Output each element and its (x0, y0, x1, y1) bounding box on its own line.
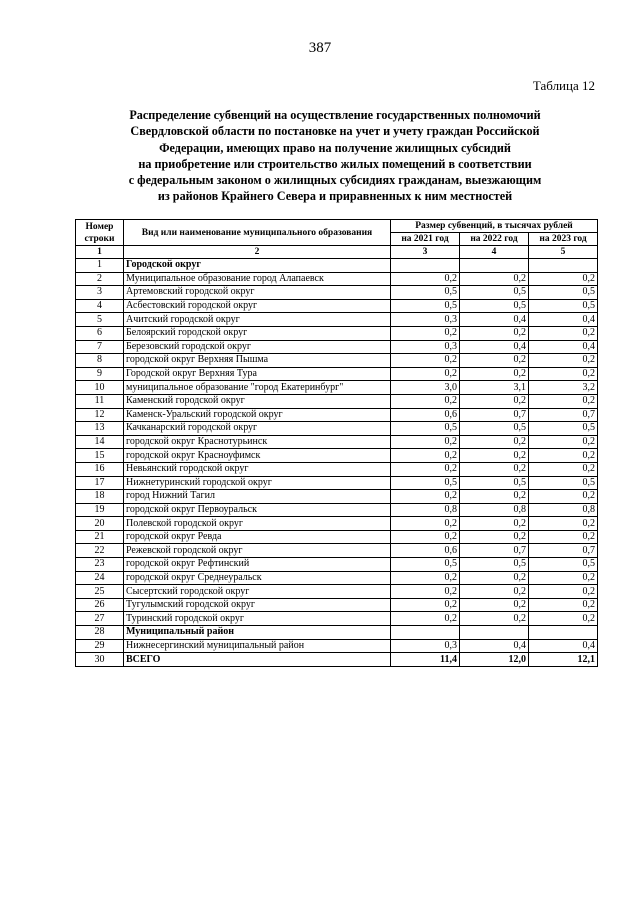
value-2022: 0,2 (460, 612, 529, 626)
row-number: 20 (76, 517, 124, 531)
value-2021: 0,2 (391, 612, 460, 626)
value-2021: 0,3 (391, 313, 460, 327)
title-line: на приобретение или строительство жилых помещений в соответствии (138, 156, 532, 171)
value-2021: 0,8 (391, 503, 460, 517)
table-label: Таблица 12 (532, 78, 595, 93)
header-number: Номер строки (76, 220, 124, 246)
row-number: 12 (76, 408, 124, 422)
value-2021: 0,2 (391, 462, 460, 476)
value-2021: 0,2 (391, 326, 460, 340)
table-row (76, 435, 598, 449)
value-2021: 0,2 (391, 530, 460, 544)
table-row (76, 272, 598, 286)
value-2022: 0,2 (460, 272, 529, 286)
row-number: 30 (76, 653, 124, 667)
value-2022: 12,0 (460, 653, 529, 667)
row-number: 23 (76, 558, 124, 572)
row-number: 15 (76, 449, 124, 463)
header-name: Вид или наименование муниципального образования (124, 220, 391, 246)
value-2021: 11,4 (391, 653, 460, 667)
value-2023: 0,2 (529, 530, 598, 544)
table-row (76, 259, 598, 273)
value-2023: 0,2 (529, 435, 598, 449)
value-2021: 0,2 (391, 394, 460, 408)
value-2021 (391, 259, 460, 273)
row-number: 11 (76, 394, 124, 408)
row-number: 19 (76, 503, 124, 517)
row-name: Тугулымский городской округ (124, 598, 391, 612)
table-row (76, 394, 598, 408)
row-name: муниципальное образование "город Екатеринбург" (124, 381, 391, 395)
row-name: Каменск-Уральский городской округ (124, 408, 391, 422)
value-2021: 0,5 (391, 422, 460, 436)
value-2021: 0,5 (391, 299, 460, 313)
row-number: 14 (76, 435, 124, 449)
table-row (76, 326, 598, 340)
value-2022: 0,2 (460, 435, 529, 449)
table-row (76, 490, 598, 504)
value-2022: 0,2 (460, 394, 529, 408)
value-2021: 0,6 (391, 408, 460, 422)
value-2021: 0,3 (391, 340, 460, 354)
table-row (76, 639, 598, 653)
value-2023: 0,2 (529, 612, 598, 626)
value-2023: 0,2 (529, 598, 598, 612)
row-name: Ачитский городской округ (124, 313, 391, 327)
table-row (76, 354, 598, 368)
value-2023: 0,2 (529, 367, 598, 381)
value-2021 (391, 626, 460, 640)
row-number: 4 (76, 299, 124, 313)
document-title (70, 107, 600, 205)
value-2021: 0,2 (391, 571, 460, 585)
table-row (76, 544, 598, 558)
table-row (76, 340, 598, 354)
value-2023: 0,2 (529, 490, 598, 504)
value-2023: 0,5 (529, 476, 598, 490)
value-2022: 0,5 (460, 299, 529, 313)
value-2022: 0,7 (460, 408, 529, 422)
value-2023: 0,8 (529, 503, 598, 517)
row-name: Городской округ (124, 259, 391, 273)
row-number: 26 (76, 598, 124, 612)
header-2022: на 2022 год (460, 233, 529, 246)
value-2021: 0,2 (391, 490, 460, 504)
table-row (76, 598, 598, 612)
value-2022: 0,2 (460, 571, 529, 585)
value-2023: 12,1 (529, 653, 598, 667)
value-2021: 0,2 (391, 354, 460, 368)
row-name: Каменский городской округ (124, 394, 391, 408)
value-2021: 0,2 (391, 367, 460, 381)
row-number: 10 (76, 381, 124, 395)
title-line: из районов Крайнего Севера и приравненных к ним местностей (157, 189, 513, 204)
value-2023: 0,2 (529, 354, 598, 368)
value-2022 (460, 626, 529, 640)
value-2021: 0,5 (391, 286, 460, 300)
value-2022: 0,2 (460, 449, 529, 463)
row-name: Туринский городской округ (124, 612, 391, 626)
header-amount: Размер субвенций, в тысячах рублей (391, 220, 598, 233)
value-2021: 0,2 (391, 449, 460, 463)
table-row (76, 626, 598, 640)
row-number: 27 (76, 612, 124, 626)
row-number: 5 (76, 313, 124, 327)
header-index: 5 (529, 246, 598, 259)
page-number: 387 (308, 40, 332, 56)
row-name: городской округ Верхняя Пышма (124, 354, 391, 368)
table-row (76, 503, 598, 517)
table-row (76, 517, 598, 531)
value-2022: 0,5 (460, 558, 529, 572)
value-2021: 0,5 (391, 558, 460, 572)
row-number: 1 (76, 259, 124, 273)
row-name: городской округ Ревда (124, 530, 391, 544)
value-2022: 0,2 (460, 462, 529, 476)
value-2022: 0,2 (460, 585, 529, 599)
row-number: 29 (76, 639, 124, 653)
header-index: 3 (391, 246, 460, 259)
title-line: Распределение субвенций на осуществление государственных полномочий (129, 108, 541, 122)
value-2023 (529, 626, 598, 640)
value-2022: 0,2 (460, 354, 529, 368)
value-2022: 0,4 (460, 313, 529, 327)
row-number: 6 (76, 326, 124, 340)
value-2023: 0,2 (529, 449, 598, 463)
value-2023: 0,5 (529, 558, 598, 572)
value-2022: 0,2 (460, 367, 529, 381)
value-2022: 0,2 (460, 530, 529, 544)
value-2022: 0,2 (460, 326, 529, 340)
row-name: Березовский городской округ (124, 340, 391, 354)
value-2022: 0,2 (460, 490, 529, 504)
value-2023 (529, 259, 598, 273)
row-name: Режевской городской округ (124, 544, 391, 558)
value-2023: 0,5 (529, 286, 598, 300)
row-number: 28 (76, 626, 124, 640)
table-row (76, 422, 598, 436)
value-2023: 0,2 (529, 272, 598, 286)
table-row (76, 381, 598, 395)
value-2021: 0,2 (391, 585, 460, 599)
value-2023: 0,4 (529, 340, 598, 354)
table-row (76, 585, 598, 599)
row-number: 2 (76, 272, 124, 286)
table-row (76, 299, 598, 313)
table-row (76, 476, 598, 490)
row-name: городской округ Первоуральск (124, 503, 391, 517)
row-number: 22 (76, 544, 124, 558)
value-2022: 0,5 (460, 422, 529, 436)
row-name: городской округ Среднеуральск (124, 571, 391, 585)
row-number: 9 (76, 367, 124, 381)
row-name: Муниципальное образование город Алапаевск (124, 272, 391, 286)
value-2022: 0,4 (460, 639, 529, 653)
row-name: Сысертский городской округ (124, 585, 391, 599)
header-index: 2 (124, 246, 391, 259)
row-name: Невьянский городской округ (124, 462, 391, 476)
row-number: 16 (76, 462, 124, 476)
row-name: Муниципальный район (124, 626, 391, 640)
value-2023: 0,4 (529, 313, 598, 327)
table-row (76, 530, 598, 544)
value-2023: 0,7 (529, 408, 598, 422)
row-name: Нижнесергинский муниципальный район (124, 639, 391, 653)
value-2021: 0,3 (391, 639, 460, 653)
row-number: 18 (76, 490, 124, 504)
row-name: Качканарский городской округ (124, 422, 391, 436)
value-2023: 0,2 (529, 326, 598, 340)
row-name: городской округ Рефтинский (124, 558, 391, 572)
table-body (76, 259, 598, 667)
value-2023: 0,5 (529, 422, 598, 436)
row-number: 21 (76, 530, 124, 544)
row-name: Нижнетуринский городской округ (124, 476, 391, 490)
value-2021: 0,5 (391, 476, 460, 490)
table-row (76, 558, 598, 572)
title-line: Свердловской области по постановке на учет и учету граждан Российской (130, 124, 540, 139)
row-number: 17 (76, 476, 124, 490)
row-name: городской округ Красноуфимск (124, 449, 391, 463)
title-line: Федерации, имеющих право на получение жилищных субсидий (159, 140, 511, 155)
value-2023: 0,2 (529, 462, 598, 476)
value-2023: 0,2 (529, 571, 598, 585)
value-2021: 0,2 (391, 598, 460, 612)
value-2022: 0,5 (460, 476, 529, 490)
row-name: Городской округ Верхняя Тура (124, 367, 391, 381)
row-number: 7 (76, 340, 124, 354)
title-line: с федеральным законом о жилищных субсидиях гражданам, выезжающим (128, 173, 542, 188)
row-name: городской округ Краснотурьинск (124, 435, 391, 449)
row-name: Артемовский городской округ (124, 286, 391, 300)
row-name: Белоярский городской округ (124, 326, 391, 340)
row-number: 8 (76, 354, 124, 368)
row-name: ВСЕГО (124, 653, 391, 667)
subvention-table (75, 219, 598, 667)
value-2023: 0,4 (529, 639, 598, 653)
table-row (76, 571, 598, 585)
value-2023: 0,2 (529, 585, 598, 599)
table-row (76, 286, 598, 300)
row-number: 24 (76, 571, 124, 585)
row-name: Асбестовский городской округ (124, 299, 391, 313)
value-2021: 0,6 (391, 544, 460, 558)
row-number: 3 (76, 286, 124, 300)
value-2022: 0,2 (460, 598, 529, 612)
value-2022: 3,1 (460, 381, 529, 395)
value-2021: 0,2 (391, 517, 460, 531)
value-2023: 0,2 (529, 517, 598, 531)
table-row (76, 449, 598, 463)
header-index: 1 (76, 246, 124, 259)
value-2021: 0,2 (391, 272, 460, 286)
header-index: 4 (460, 246, 529, 259)
header-2023: на 2023 год (529, 233, 598, 246)
row-number: 13 (76, 422, 124, 436)
header-2021: на 2021 год (391, 233, 460, 246)
value-2022: 0,2 (460, 517, 529, 531)
value-2022: 0,8 (460, 503, 529, 517)
table-row (76, 367, 598, 381)
value-2023: 0,5 (529, 299, 598, 313)
row-name: город Нижний Тагил (124, 490, 391, 504)
table-row (76, 313, 598, 327)
table-row (76, 653, 598, 667)
value-2021: 0,2 (391, 435, 460, 449)
row-number: 25 (76, 585, 124, 599)
value-2022 (460, 259, 529, 273)
value-2022: 0,7 (460, 544, 529, 558)
value-2023: 0,7 (529, 544, 598, 558)
value-2021: 3,0 (391, 381, 460, 395)
value-2022: 0,4 (460, 340, 529, 354)
table-row (76, 612, 598, 626)
value-2023: 3,2 (529, 381, 598, 395)
value-2022: 0,5 (460, 286, 529, 300)
row-name: Полевской городской округ (124, 517, 391, 531)
table-row (76, 408, 598, 422)
table-row (76, 462, 598, 476)
value-2023: 0,2 (529, 394, 598, 408)
